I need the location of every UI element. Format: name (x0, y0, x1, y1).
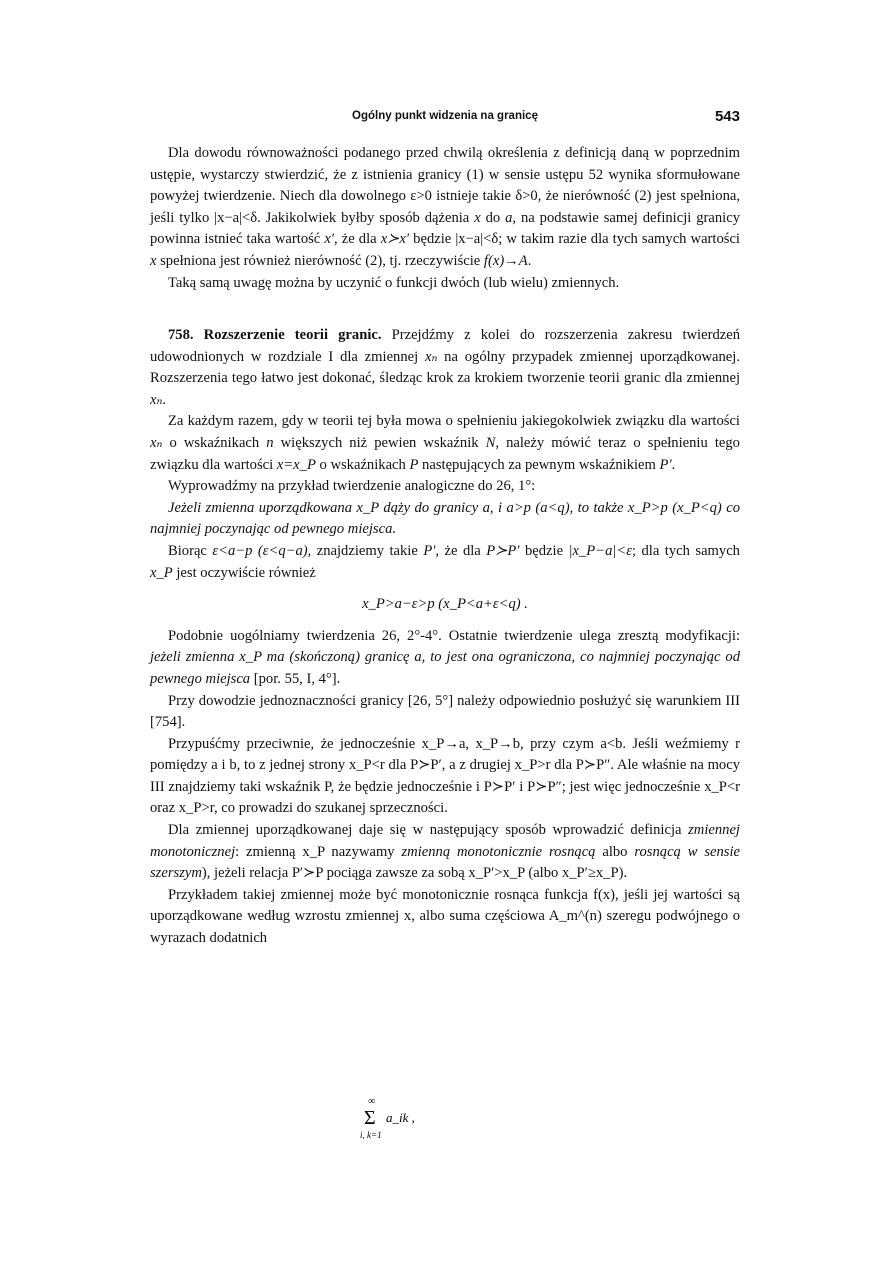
paragraph-monotonic: Dla zmiennej uporządkowanej daje się w następujący sposób wprowadzić definicja zmiennej monotonicznej: zmienną x_P nazywamy zmienną monotonicznie rosnącą albo rosnącą w sensie szerszym), jeżeli relacja P′≻P pociąga zawsze za sobą x_P′>x_P (albo x_P′≥x_P). (150, 822, 740, 882)
running-title: Ogólny punkt widzenia na granicę (352, 110, 538, 122)
theorem: Jeżeli zmienna uporządkowana x_P dąży do granicy a, i a>p (a<q), to także x_P>p (x_P<q) co najmniej poczynając od pewnego miejsca. (150, 499, 740, 538)
formula-inequality: x_P>a−ε>p (x_P<a+ε<q) . (362, 596, 528, 613)
section-758: 758. Rozszerzenie teorii granic. Przejdźmy z kolei do rozszerzenia zakresu twierdzeń udowodnionych w rozdziale I dla zmiennej xₙ na ogólny przypadek zmiennej uporządkowanej. Rozszerzenia tego łatwo jest dokonać, śledząc krok za krokiem tworzenie teorii granic dla zmiennej xₙ. (150, 327, 740, 408)
paragraph-generalize: Podobnie uogólniamy twierdzenia 26, 2°-4°. Ostatnie twierdzenie ulega zresztą modyfikacji: jeżeli zmienna x_P ma (skończoną) granicę a, to jest ona ograniczona, co najmniej poczynając od pewnego miejsca [por. 55, I, 4°]. (150, 627, 740, 687)
body-top (150, 143, 740, 294)
paragraph-proof: Dla dowodu równoważności podanego przed chwilą określenia z definicją daną w poprzednim ustępie, wystarczy stwierdzić, że z istnienia granicy (1) w sensie ustępu 52 wynika sformułowane powyżej twierdzenie. Niech dla dowolnego ε>0 istnieje takie δ>0, że nierówność (2) jest spełniona, jeśli tylko |x−a|<δ. Jakikolwiek byłby sposób dążenia x do a, na podstawie samej definicji granicy powinna istnieć taka wartość x′, że dla x≻x′ będzie |x−a|<δ; w takim razie dla tych samych wartości x spełniona jest również nierówność (2), tj. rzeczywiście f(x)→A. (150, 145, 740, 269)
paragraph-remark: Taką samą uwagę można by uczynić o funkcji dwóch (lub wielu) zmiennych. (168, 274, 620, 291)
sum-lower: i, k=1 (360, 1130, 382, 1140)
paragraph-uniqueness: Przy dowodzie jednoznaczności granicy [26, 5°] należy odpowiednio posłużyć się warunkiem III [754]. (150, 692, 740, 731)
paragraph-indices: Za każdym razem, gdy w teorii tej była mowa o spełnieniu jakiegokolwiek związku dla wartości xₙ o wskaźnikach n większych niż pewien wskaźnik N, należy mówić teraz o spełnieniu tego związku dla wartości x=x_P o wskaźnikach P następujących za pewnym wskaźnikiem P′. (150, 413, 740, 473)
sum-upper: ∞ (368, 1096, 376, 1107)
section-title: 758. Rozszerzenie teorii granic. (168, 327, 382, 343)
paragraph-example: Wyprowadźmy na przykład twierdzenie analogiczne do 26, 1°: (168, 478, 536, 495)
paragraph-proof-2: Biorąc ε<a−p (ε<q−a), znajdziemy takie P′, że dla P≻P′ będzie |x_P−a|<ε; dla tych samych x_P jest oczywiście również (150, 542, 740, 581)
page-number: 543 (714, 108, 740, 125)
sum-term: a_ik , (386, 1110, 415, 1125)
page-header (150, 108, 740, 130)
double-series-formula (358, 1094, 438, 1144)
paragraph-series: Przykładem takiej zmiennej może być monotonicznie rosnąca funkcja f(x), jeśli jej wartości są uporządkowane według wzrostu zmiennej x, albo suma częściowa A_m^(n) szeregu podwójnego o wyrazach dodatnich (150, 886, 740, 947)
paragraph-contradiction: Przypuśćmy przeciwnie, że jednocześnie x_P→a, x_P→b, przy czym a<b. Jeśli weźmiemy r pomiędzy a i b, to z jednej strony x_P<r dla P≻P′, a z drugiej x_P>r dla P≻P″. Ale właśnie na mocy III znajdziemy taki wskaźnik P, że będzie jednocześnie i P≻P′ i P≻P″; jest więc jednocześnie x_P<r oraz x_P>r, co prowadzi do szukanej sprzeczności. (150, 735, 740, 817)
body-section (150, 325, 740, 950)
sum-sigma: Σ (364, 1107, 376, 1129)
